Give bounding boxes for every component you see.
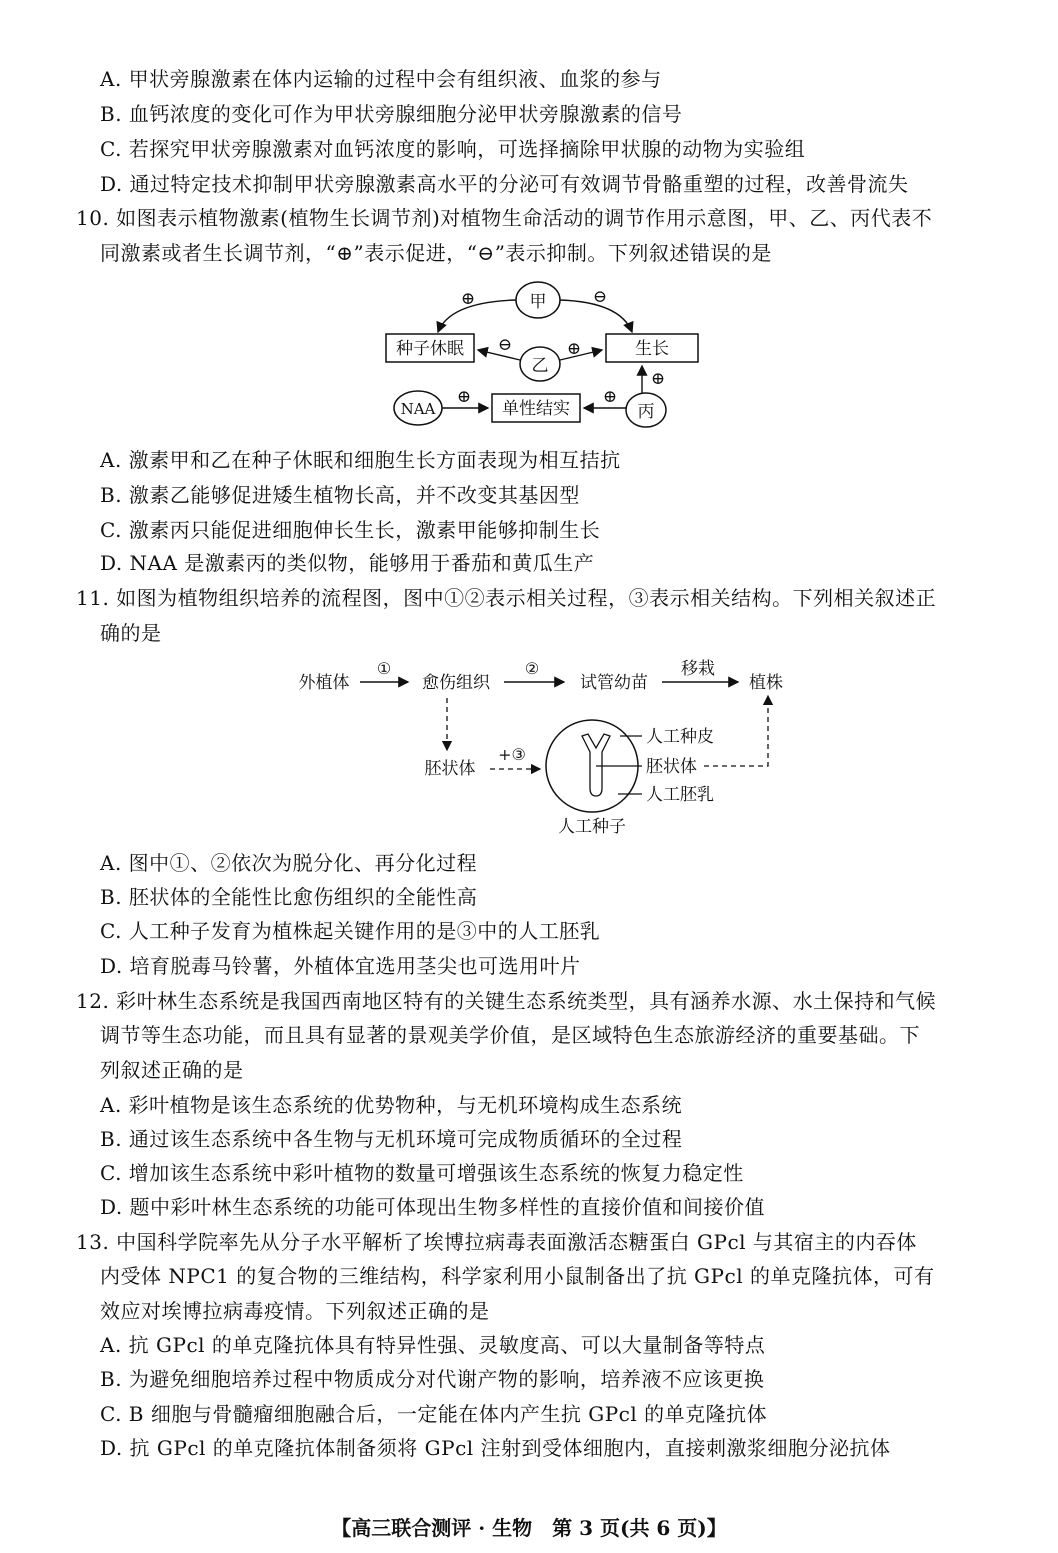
hormone-jia-label: 甲	[529, 292, 547, 312]
hormone-bing-label: 丙	[637, 402, 655, 422]
q13-stem-line1: 13. 中国科学院率先从分子水平解析了埃博拉病毒表面激活态糖蛋白 GPcl 与其宿主的内吞体	[76, 1230, 917, 1254]
q10-option-d: D. NAA 是激素丙的类似物，能够用于番茄和黄瓜生产	[100, 551, 595, 575]
q11-option-b: B. 胚状体的全能性比愈伤组织的全能性高	[100, 885, 478, 909]
q13-option-d: D. 抗 GPcl 的单克隆抗体制备须将 GPcl 注射到受体细胞内，直接刺激浆细胞分泌抗体	[100, 1436, 891, 1460]
q9-option-d: D. 通过特定技术抑制甲状旁腺激素高水平的分泌可有效调节骨骼重塑的过程，改善骨流失	[100, 172, 909, 196]
sign-plus-bing-parthenocarpy: ⊕	[602, 387, 618, 407]
q11-option-a: A. 图中①、②依次为脱分化、再分化过程	[100, 851, 478, 875]
sign-plus-yi-growth: ⊕	[566, 339, 582, 359]
seed-dormancy-label: 种子休眠	[396, 339, 464, 359]
arrow-jia-to-dormancy	[438, 300, 516, 332]
q9-option-c: C. 若探究甲状旁腺激素对血钙浓度的影响，可选择摘除甲状腺的动物为实验组	[100, 137, 806, 161]
q13-option-c: C. B 细胞与骨髓瘤细胞融合后，一定能在体内产生抗 GPcl 的单克隆抗体	[100, 1402, 768, 1426]
embryoid-label: 胚状体	[424, 759, 476, 779]
q9-option-a: A. 甲状旁腺激素在体内运输的过程中会有组织液、血浆的参与	[100, 67, 662, 91]
embryoid-shape	[582, 734, 610, 796]
q12-option-d: D. 题中彩叶林生态系统的功能可体现出生物多样性的直接价值和间接价值	[100, 1195, 766, 1219]
embryoid-part-label: 胚状体	[646, 757, 697, 777]
parthenocarpy-label: 单性结实	[502, 399, 570, 419]
endosperm-label: 人工胚乳	[646, 785, 714, 805]
sign-plus-bing-growth: ⊕	[650, 369, 666, 389]
hormone-yi-label: 乙	[531, 356, 549, 376]
q9-option-b: B. 血钙浓度的变化可作为甲状旁腺细胞分泌甲状旁腺激素的信号	[100, 102, 683, 126]
q12-stem-line1: 12. 彩叶林生态系统是我国西南地区特有的关键生态系统类型，具有涵养水源、水土保持和气候	[76, 989, 937, 1013]
step1-label: ①	[376, 659, 392, 678]
page-footer: 【高三联合测评 · 生物 第 3 页(共 6 页)】	[331, 1516, 727, 1540]
sign-minus-yi-dormancy: ⊖	[497, 335, 513, 355]
plus3-label: +③	[498, 745, 526, 764]
q13-stem-line2: 内受体 NPC1 的复合物的三维结构，科学家利用小鼠制备出了抗 GPcl 的单克隆抗体，可有	[100, 1264, 935, 1288]
sign-plus-jia-dormancy: ⊕	[460, 289, 476, 309]
q11-option-d: D. 培育脱毒马铃薯，外植体宜选用茎尖也可选用叶片	[100, 954, 581, 978]
callus-label: 愈伤组织	[422, 673, 490, 693]
q10-diagram	[380, 278, 700, 428]
growth-label: 生长	[635, 339, 669, 359]
q11-stem-line2: 确的是	[100, 621, 162, 645]
seed-coat-label: 人工种皮	[646, 727, 714, 747]
naa-label: NAA	[400, 400, 436, 418]
q13-stem-line3: 效应对埃博拉病毒疫情。下列叙述正确的是	[100, 1299, 490, 1323]
q12-option-a: A. 彩叶植物是该生态系统的优势物种，与无机环境构成生态系统	[100, 1093, 683, 1117]
q12-stem-line2: 调节等生态功能，而且具有显著的景观美学价值，是区域特色生态旅游经济的重要基础。下	[100, 1023, 920, 1047]
q10-option-a: A. 激素甲和乙在种子休眠和细胞生长方面表现为相互拮抗	[100, 448, 621, 472]
q12-stem-line3: 列叙述正确的是	[100, 1058, 244, 1082]
q10-option-c: C. 激素丙只能促进细胞伸长生长，激素甲能够抑制生长	[100, 518, 601, 542]
transplant-label: 移栽	[681, 659, 715, 679]
q11-stem-line1: 11. 如图为植物组织培养的流程图，图中①②表示相关过程，③表示相关结构。下列相关叙述正	[76, 586, 937, 610]
q11-diagram	[290, 656, 810, 838]
q13-option-b: B. 为避免细胞培养过程中物质成分对代谢产物的影响，培养液不应该更换	[100, 1367, 765, 1391]
q10-stem-line2: 同激素或者生长调节剂，“⊕”表示促进，“⊖”表示抑制。下列叙述错误的是	[100, 241, 772, 265]
seedling-label: 试管幼苗	[580, 673, 648, 693]
q13-option-a: A. 抗 GPcl 的单克隆抗体具有特异性强、灵敏度高、可以大量制备等特点	[100, 1333, 766, 1357]
q10-option-b: B. 激素乙能够促进矮生植物长高，并不改变其基因型	[100, 483, 580, 507]
step2-label: ②	[524, 659, 540, 678]
sign-minus-jia-growth: ⊖	[592, 287, 608, 307]
sign-plus-naa: ⊕	[456, 387, 472, 407]
explant-label: 外植体	[298, 673, 350, 693]
artificial-seed-label: 人工种子	[558, 817, 626, 837]
plant-label: 植株	[749, 673, 783, 693]
q11-option-c: C. 人工种子发育为植株起关键作用的是③中的人工胚乳	[100, 919, 601, 943]
q12-option-c: C. 增加该生态系统中彩叶植物的数量可增强该生态系统的恢复力稳定性	[100, 1161, 744, 1185]
q12-option-b: B. 通过该生态系统中各生物与无机环境可完成物质循环的全过程	[100, 1127, 683, 1151]
q10-stem-line1: 10. 如图表示植物激素(植物生长调节剂)对植物生命活动的调节作用示意图，甲、乙、丙代表不	[76, 206, 933, 230]
